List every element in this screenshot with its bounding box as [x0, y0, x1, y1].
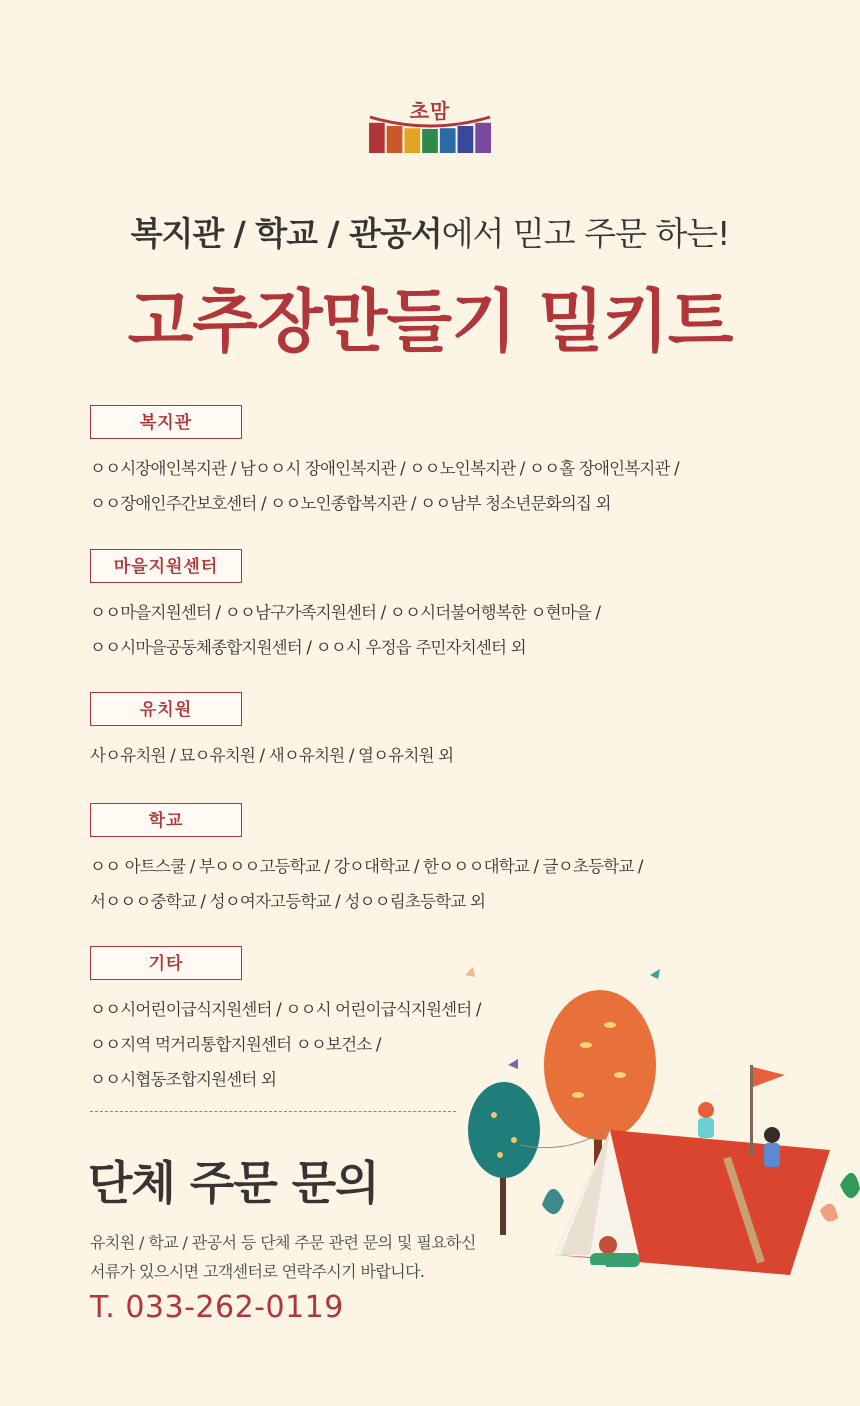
bird-icon — [508, 1059, 518, 1069]
logo-bar — [404, 128, 420, 153]
logo-bar — [475, 123, 491, 153]
subtitle-highlight: 복지관 / 학교 / 관공서 — [130, 214, 442, 253]
phone-number[interactable]: T. 033-262-0119 — [90, 1290, 344, 1325]
section-line: ㅇㅇ시마을공동체종합지원센터 / ㅇㅇ시 우정읍 주민자치센터 외 — [90, 638, 526, 657]
section-line: ㅇㅇ시협동조합지원센터 외 — [90, 1070, 277, 1089]
subtitle-rest: 에서 믿고 주문 하는! — [441, 214, 730, 253]
inquiry-desc-line: 유치원 / 학교 / 관공서 등 단체 주문 관련 문의 및 필요하신 — [90, 1233, 476, 1252]
section-welfare — [90, 405, 810, 521]
section-tag: 복지관 — [90, 405, 242, 439]
logo-bar — [440, 128, 456, 153]
bird-icon — [650, 969, 660, 979]
section-line: ㅇㅇ장애인주간보호센터 / ㅇㅇ노인종합복지관 / ㅇㅇ남부 청소년문화의집 외 — [90, 494, 611, 513]
logo-text: 초맘 — [409, 99, 451, 123]
inquiry-description — [90, 1228, 476, 1286]
inquiry-title: 단체 주문 문의 — [88, 1156, 379, 1210]
logo-bar — [369, 123, 385, 153]
section-line: ㅇㅇ 아트스쿨 / 부ㅇㅇㅇ고등학교 / 강ㅇ대학교 / 한ㅇㅇㅇ대학교 / 글ㅇ초등학교 / — [90, 857, 643, 876]
section-kindergarten — [90, 692, 810, 773]
brand-logo — [368, 95, 492, 155]
section-line: 서ㅇㅇㅇ중학교 / 성ㅇ여자고등학교 / 성ㅇㅇ림초등학교 외 — [90, 892, 486, 911]
section-school — [90, 803, 810, 919]
inquiry-desc-line: 서류가 있으시면 고객센터로 연락주시기 바랍니다. — [90, 1262, 425, 1281]
section-tag: 마을지원센터 — [90, 549, 242, 583]
logo-bar — [458, 126, 474, 153]
teal-tree-icon — [468, 1082, 540, 1235]
section-line: ㅇㅇ마을지원센터 / ㅇㅇ남구가족지원센터 / ㅇㅇ시더불어행복한 ㅇ현마을 / — [90, 603, 601, 622]
page-title: 고추장만들기 밀키트 — [127, 283, 733, 362]
page-subtitle — [0, 208, 860, 255]
section-line: ㅇㅇ시장애인복지관 / 남ㅇㅇ시 장애인복지관 / ㅇㅇ노인복지관 / ㅇㅇ홀 장애인복지관 / — [90, 459, 679, 478]
section-line: ㅇㅇ시어린이급식지원센터 / ㅇㅇ시 어린이급식지원센터 / — [90, 1000, 481, 1019]
logo-rainbow-icon — [368, 95, 492, 155]
section-tag: 기타 — [90, 946, 242, 980]
dashed-divider — [90, 1111, 456, 1112]
bird-icon — [465, 967, 475, 977]
child-figure-icon — [698, 1102, 714, 1138]
logo-bar — [422, 129, 438, 153]
camping-book-tent-illustration — [460, 955, 860, 1305]
section-tag: 학교 — [90, 803, 242, 837]
logo-bar — [387, 126, 403, 153]
section-village-center — [90, 549, 810, 665]
child-figure-icon — [764, 1127, 780, 1167]
section-line: 사ㅇ유치원 / 묘ㅇ유치원 / 새ㅇ유치원 / 열ㅇ유치원 외 — [90, 746, 454, 765]
section-tag: 유치원 — [90, 692, 242, 726]
section-line: ㅇㅇ지역 먹거리통합지원센터 ㅇㅇ보건소 / — [90, 1035, 381, 1054]
